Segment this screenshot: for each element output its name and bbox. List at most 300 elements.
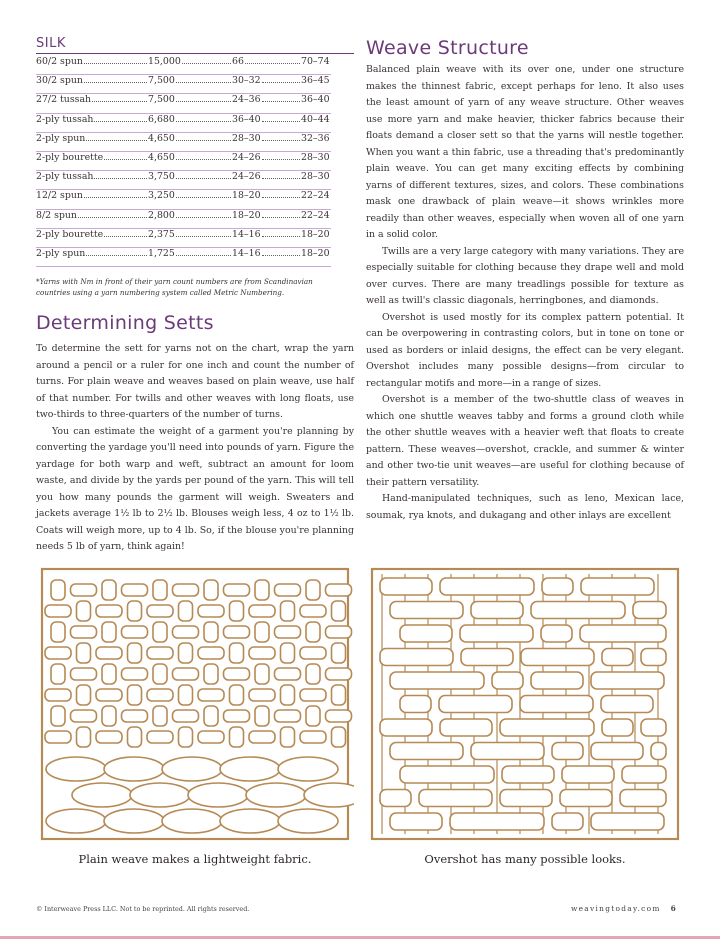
dot-leader [262, 82, 300, 83]
pattern-float-block [622, 766, 666, 783]
silk-table-heading: SILK [36, 36, 66, 51]
weft-float [173, 710, 199, 722]
twill-sett-cell [301, 248, 331, 259]
pattern-float-block [461, 649, 513, 666]
warp-float [128, 727, 142, 747]
pattern-weft-lozenge [162, 757, 222, 781]
twill-sett: 18–20 [301, 247, 330, 259]
weft-float [122, 584, 148, 596]
pattern-float-block [390, 743, 463, 760]
twill-sett: 36–40 [301, 94, 330, 106]
yards-per-pound: 7,500 [148, 94, 175, 106]
plain-weave-illustration [36, 566, 354, 842]
pattern-float-block [390, 813, 442, 830]
pattern-float-block [531, 672, 583, 689]
weave-paragraph: Overshot is a member of the two-shuttle class of weaves in which one shuttle weaves tabby and forms a ground cloth while the other shuttle weaves with a heavier weft that floats to create pattern. These weaves—overshot, crackle, and summer & winter and other two-tie unit weaves—are useful for clothing because of their pattern versatility. [366, 394, 684, 488]
overshot-figure [366, 566, 684, 866]
yards-per-pound-cell [148, 229, 232, 240]
pattern-float-block [602, 649, 633, 666]
dot-leader [245, 63, 300, 64]
pattern-weft-lozenge [72, 783, 132, 807]
yarn-row [36, 229, 331, 248]
yarn-row [36, 133, 331, 152]
warp-float [332, 727, 346, 747]
warp-float [179, 601, 193, 621]
pattern-float-block [390, 672, 484, 689]
warp-float [128, 685, 142, 705]
warp-float [51, 664, 65, 684]
warp-float [255, 664, 269, 684]
dot-leader [262, 236, 300, 237]
overshot-illustration [366, 566, 684, 842]
yards-per-pound-cell [148, 152, 232, 163]
dot-leader [262, 197, 300, 198]
copyright-notice: © Interweave Press LLC. Not to be reprinted. All rights reserved. [36, 905, 250, 913]
weft-float [249, 647, 275, 659]
dot-leader [176, 255, 231, 256]
dot-leader [84, 63, 147, 64]
pattern-weft-lozenge [278, 809, 338, 833]
warp-float [77, 685, 91, 705]
yarn-type-cell [36, 210, 148, 221]
weft-float [147, 605, 173, 617]
warp-float [153, 580, 167, 600]
pattern-float-block [633, 602, 666, 619]
dot-leader [86, 140, 147, 141]
yarn-type-cell [36, 152, 148, 163]
warp-float [77, 643, 91, 663]
warp-float [306, 706, 320, 726]
pattern-weft-lozenge [278, 757, 338, 781]
weft-float [71, 710, 97, 722]
weft-float [147, 647, 173, 659]
dot-leader [176, 159, 231, 160]
plain-weave-sett-cell [232, 133, 301, 144]
dot-leader [92, 101, 147, 102]
pattern-float-block [492, 672, 523, 689]
plain-weave-figure [36, 566, 354, 866]
warp-float [128, 643, 142, 663]
weave-structure-title: Weave Structure [366, 37, 529, 59]
dot-leader [86, 255, 147, 256]
pattern-float-block [651, 743, 666, 760]
pattern-weft-lozenge [220, 757, 280, 781]
yarn-type: 27/2 tussah [36, 94, 92, 106]
weft-float [122, 710, 148, 722]
weft-float [249, 689, 275, 701]
warp-float [230, 643, 244, 663]
weft-float [326, 584, 352, 596]
warp-float [255, 580, 269, 600]
twill-sett: 28–30 [301, 171, 330, 183]
warp-float [332, 685, 346, 705]
dot-leader [176, 217, 231, 218]
weft-float [173, 626, 199, 638]
warp-float [281, 643, 295, 663]
setts-paragraph: You can estimate the weight of a garment you're planning by converting the yardage you'll need into pounds of yarn. Figure the yardage for both warp and weft, subtract an amount for loom waste, and divide by the yards per pound of the yarn. This will tell you how many pounds the garment will weigh. Sweaters and jackets average 1½ lb to 2½ lb. Blouses weigh less, 4 oz to 1½ lb. Coats will weigh more, up to 4 lb. So, if the blouse you're planning needs 5 lb of yarn, think again! [36, 425, 354, 553]
pattern-weft-lozenge [162, 809, 222, 833]
warp-float [204, 622, 218, 642]
yarn-row [36, 94, 331, 113]
yarn-type-cell [36, 75, 148, 86]
warp-float [204, 664, 218, 684]
pattern-float-block [440, 719, 492, 736]
dot-leader [262, 121, 300, 122]
yards-per-pound: 4,650 [148, 132, 175, 144]
warp-float [230, 727, 244, 747]
yards-per-pound-cell [148, 94, 232, 105]
yarn-type-cell [36, 56, 148, 67]
warp-float [179, 727, 193, 747]
pattern-float-block [591, 672, 664, 689]
pattern-float-block [380, 649, 453, 666]
warp-float [51, 622, 65, 642]
plain-weave-sett-cell [232, 114, 301, 125]
pattern-weft-lozenge [104, 809, 164, 833]
yarn-row [36, 114, 331, 133]
plain-weave-sett: 30–32 [232, 75, 261, 87]
yards-per-pound-cell [148, 210, 232, 221]
pattern-float-block [591, 743, 643, 760]
twill-sett-cell [301, 133, 331, 144]
twill-sett: 36–45 [301, 75, 330, 87]
weft-float [198, 731, 224, 743]
weft-float [275, 584, 301, 596]
pattern-float-block [541, 625, 572, 642]
yarn-type: 2-ply tussah [36, 113, 94, 125]
weft-float [224, 626, 250, 638]
weft-float [224, 584, 250, 596]
yarn-row [36, 210, 331, 229]
plain-weave-sett-cell [232, 210, 301, 221]
plain-weave-sett: 24–36 [232, 94, 261, 106]
weft-float [147, 689, 173, 701]
yarn-type-cell [36, 229, 148, 240]
pattern-weft-lozenge [46, 809, 106, 833]
weft-float [249, 731, 275, 743]
weft-float [275, 710, 301, 722]
pattern-weft-lozenge [104, 757, 164, 781]
pattern-float-block [580, 625, 666, 642]
weft-float [122, 626, 148, 638]
twill-sett-cell [301, 210, 331, 221]
dot-leader [176, 121, 231, 122]
pattern-float-block [560, 790, 612, 807]
weft-float [326, 668, 352, 680]
yarn-type: 2-ply bourette [36, 151, 104, 163]
pattern-float-block [552, 813, 583, 830]
plain-weave-sett-cell [232, 94, 301, 105]
pattern-float-block [439, 696, 512, 713]
yards-per-pound: 2,375 [148, 228, 175, 240]
warp-float [306, 580, 320, 600]
warp-float [230, 685, 244, 705]
yards-per-pound: 15,000 [148, 56, 181, 67]
dot-leader [84, 197, 147, 198]
right-column [366, 36, 684, 524]
warp-float [128, 601, 142, 621]
weft-float [71, 668, 97, 680]
pattern-float-block [500, 719, 594, 736]
twill-sett: 40–44 [301, 113, 330, 125]
warp-float [77, 727, 91, 747]
pattern-float-block [641, 719, 666, 736]
plain-weave-caption: Plain weave makes a lightweight fabric. [78, 852, 312, 866]
pattern-float-block [641, 649, 666, 666]
plain-weave-sett-cell [232, 75, 301, 86]
weave-paragraph: Overshot is used mostly for its complex pattern potential. It can be overpowering in contrasting colors, but in tone on tone or used as borders or inlaid designs, the effect can be very elegant. Overshot includes many possible designs—from circular to rectangular motifs and more—in a range of sizes. [366, 311, 684, 389]
pattern-weft-lozenge [220, 809, 280, 833]
twill-sett: 28–30 [301, 151, 330, 163]
weave-paragraph: Hand-manipulated techniques, such as leno, Mexican lace, soumak, rya knots, and dukagang and other inlays are excellent [366, 493, 684, 521]
dot-leader [94, 178, 147, 179]
warp-float [153, 706, 167, 726]
warp-float [102, 664, 116, 684]
yards-per-pound-cell [148, 75, 232, 86]
twill-sett: 18–20 [301, 228, 330, 240]
warp-float [102, 622, 116, 642]
dot-leader [176, 140, 231, 141]
yarn-type: 12/2 spun [36, 190, 83, 202]
yarn-type-cell [36, 190, 148, 201]
weave-paragraph: Twills are a very large category with many variations. They are especially suitable for clothing because they drape well and mold over curves. There are many treadlings possible for texture as well as twill's classic diagonals, herringbones, and diamonds. [366, 245, 684, 306]
yards-per-pound: 7,500 [148, 75, 175, 87]
pattern-weft-lozenge [130, 783, 190, 807]
twill-sett-cell [301, 190, 331, 201]
yards-per-pound-cell [148, 190, 232, 201]
twill-sett: 22–24 [301, 190, 330, 202]
warp-float [332, 643, 346, 663]
warp-float [281, 601, 295, 621]
yards-per-pound-cell [148, 248, 232, 259]
plain-weave-sett: 14–16 [232, 247, 261, 259]
pattern-float-block [602, 719, 633, 736]
pattern-float-block [471, 602, 523, 619]
pattern-float-block [450, 813, 544, 830]
pattern-float-block [542, 578, 573, 595]
yarn-type-cell [36, 94, 148, 105]
dot-leader [182, 63, 231, 64]
pattern-float-block [380, 719, 432, 736]
weft-float [275, 626, 301, 638]
warp-float [179, 685, 193, 705]
dot-leader [84, 82, 147, 83]
weft-float [173, 584, 199, 596]
weft-float [96, 605, 122, 617]
plain-weave-sett: 18–20 [232, 190, 261, 202]
dot-leader [176, 82, 231, 83]
plain-weave-sett-cell [232, 152, 301, 163]
plain-weave-sett: 66 [232, 56, 244, 67]
weft-float [96, 731, 122, 743]
warp-float [204, 580, 218, 600]
plain-weave-sett: 28–30 [232, 132, 261, 144]
overshot-caption: Overshot has many possible looks. [424, 852, 626, 866]
yarn-type: 8/2 spun [36, 209, 77, 221]
yarn-type-cell [36, 114, 148, 125]
pattern-float-block [440, 578, 534, 595]
twill-sett-cell [301, 75, 331, 86]
weft-float [300, 731, 326, 743]
dot-leader [78, 217, 147, 218]
weft-float [71, 626, 97, 638]
warp-float [204, 706, 218, 726]
dot-leader [262, 159, 300, 160]
weave-paragraph: Balanced plain weave with its over one, under one structure makes the thinnest fabric, except perhaps for leno. It also uses the least amount of yarn of any weave structure. Other weaves use more yarn and make heavier, thicker fabrics because their floats demand a closer sett so that the yarns will nestle together. When you want a thin fabric, use a threading that's predominantly plain weave. You can get many exciting effects by combining yarns of different textures, sizes, and colors. These combinations mask one drawback of plain weave—it shows wrinkles more readily than other weaves, especially when woven all of one yarn in a solid color. [366, 64, 684, 240]
weft-float [96, 647, 122, 659]
table-footnote: *Yarns with Nm in front of their yarn count numbers are from Scandinavian countries using a yarn numbering system called Metric Numbering. [36, 277, 313, 298]
weft-float [147, 731, 173, 743]
warp-float [306, 622, 320, 642]
yards-per-pound: 6,680 [148, 113, 175, 125]
pattern-float-block [460, 625, 533, 642]
weft-float [326, 626, 352, 638]
pattern-float-block [471, 743, 544, 760]
silk-yarn-table [36, 56, 331, 267]
yarn-type: 2-ply spun [36, 132, 86, 144]
dot-leader [262, 178, 300, 179]
dot-leader [104, 236, 147, 237]
yards-per-pound-cell [148, 114, 232, 125]
twill-sett-cell [301, 171, 331, 182]
dot-leader [94, 121, 147, 122]
plain-weave-sett-cell [232, 229, 301, 240]
pattern-weft-lozenge [188, 783, 248, 807]
weft-float [45, 647, 71, 659]
warp-float [281, 727, 295, 747]
pattern-float-block [380, 578, 432, 595]
plain-weave-sett: 18–20 [232, 209, 261, 221]
footer-site [571, 904, 676, 913]
warp-float [230, 601, 244, 621]
weft-float [249, 605, 275, 617]
pattern-float-block [531, 602, 625, 619]
warp-float [255, 622, 269, 642]
plain-weave-sett-cell [232, 171, 301, 182]
twill-sett-cell [301, 114, 331, 125]
yarn-type-cell [36, 171, 148, 182]
warp-float [179, 643, 193, 663]
warp-float [51, 580, 65, 600]
yards-per-pound: 2,800 [148, 209, 175, 221]
yarn-row [36, 190, 331, 209]
dot-leader [262, 101, 300, 102]
plain-weave-sett-cell [232, 56, 301, 67]
twill-sett: 22–24 [301, 209, 330, 221]
pattern-float-block [419, 790, 492, 807]
weft-float [45, 689, 71, 701]
warp-float [102, 580, 116, 600]
yarn-type: 2-ply bourette [36, 228, 104, 240]
yards-per-pound-cell [148, 56, 232, 67]
yarn-row [36, 75, 331, 94]
yarn-type: 60/2 spun [36, 56, 83, 67]
weft-float [326, 710, 352, 722]
weft-float [300, 605, 326, 617]
pattern-weft-lozenge [246, 783, 306, 807]
pattern-float-block [620, 790, 666, 807]
dot-leader [262, 140, 300, 141]
dot-leader [176, 101, 231, 102]
pattern-float-block [520, 696, 593, 713]
warp-float [332, 601, 346, 621]
yards-per-pound: 3,250 [148, 190, 175, 202]
weft-float [173, 668, 199, 680]
yards-per-pound: 3,750 [148, 171, 175, 183]
pattern-float-block [400, 625, 452, 642]
site-name: weavingtoday.com [571, 904, 661, 913]
weft-float [224, 710, 250, 722]
yards-per-pound-cell [148, 133, 232, 144]
pattern-float-block [552, 743, 583, 760]
pattern-float-block [500, 790, 552, 807]
weft-float [300, 689, 326, 701]
pattern-weft-lozenge [46, 757, 106, 781]
pattern-float-block [581, 578, 654, 595]
pattern-float-block [591, 813, 664, 830]
weft-float [224, 668, 250, 680]
silk-heading-rule [36, 53, 354, 54]
twill-sett: 70–74 [301, 56, 330, 67]
weft-float [45, 605, 71, 617]
pattern-float-block [502, 766, 554, 783]
yarn-row [36, 248, 331, 267]
yarn-type-cell [36, 248, 148, 259]
warp-float [255, 706, 269, 726]
yarn-row [36, 56, 331, 75]
page-number: 6 [670, 904, 676, 913]
weft-float [96, 689, 122, 701]
dot-leader [262, 255, 300, 256]
pattern-float-block [521, 649, 594, 666]
pattern-float-block [390, 602, 463, 619]
warp-float [306, 664, 320, 684]
warp-float [153, 622, 167, 642]
pattern-float-block [380, 790, 411, 807]
dot-leader [176, 197, 231, 198]
yarn-row [36, 152, 331, 171]
dot-leader [104, 159, 147, 160]
yarn-type: 30/2 spun [36, 75, 83, 87]
warp-float [77, 601, 91, 621]
pattern-float-block [601, 696, 653, 713]
twill-sett-cell [301, 94, 331, 105]
weft-float [198, 689, 224, 701]
warp-float [153, 664, 167, 684]
pattern-float-block [400, 766, 494, 783]
determining-setts-title: Determining Setts [36, 312, 214, 335]
warp-float [281, 685, 295, 705]
pattern-float-block [400, 696, 431, 713]
yarn-type: 2-ply spun [36, 247, 86, 259]
plain-weave-sett-cell [232, 248, 301, 259]
weft-float [71, 584, 97, 596]
pattern-float-block [562, 766, 614, 783]
twill-sett-cell [301, 152, 331, 163]
yarn-row [36, 171, 331, 190]
dot-leader [176, 178, 231, 179]
dot-leader [262, 217, 300, 218]
twill-sett-cell [301, 229, 331, 240]
yards-per-pound: 4,650 [148, 151, 175, 163]
plain-weave-sett: 24–26 [232, 171, 261, 183]
weft-float [198, 647, 224, 659]
weft-float [45, 731, 71, 743]
pattern-weft-lozenge [304, 783, 354, 807]
weft-float [122, 668, 148, 680]
yards-per-pound-cell [148, 171, 232, 182]
weft-float [198, 605, 224, 617]
